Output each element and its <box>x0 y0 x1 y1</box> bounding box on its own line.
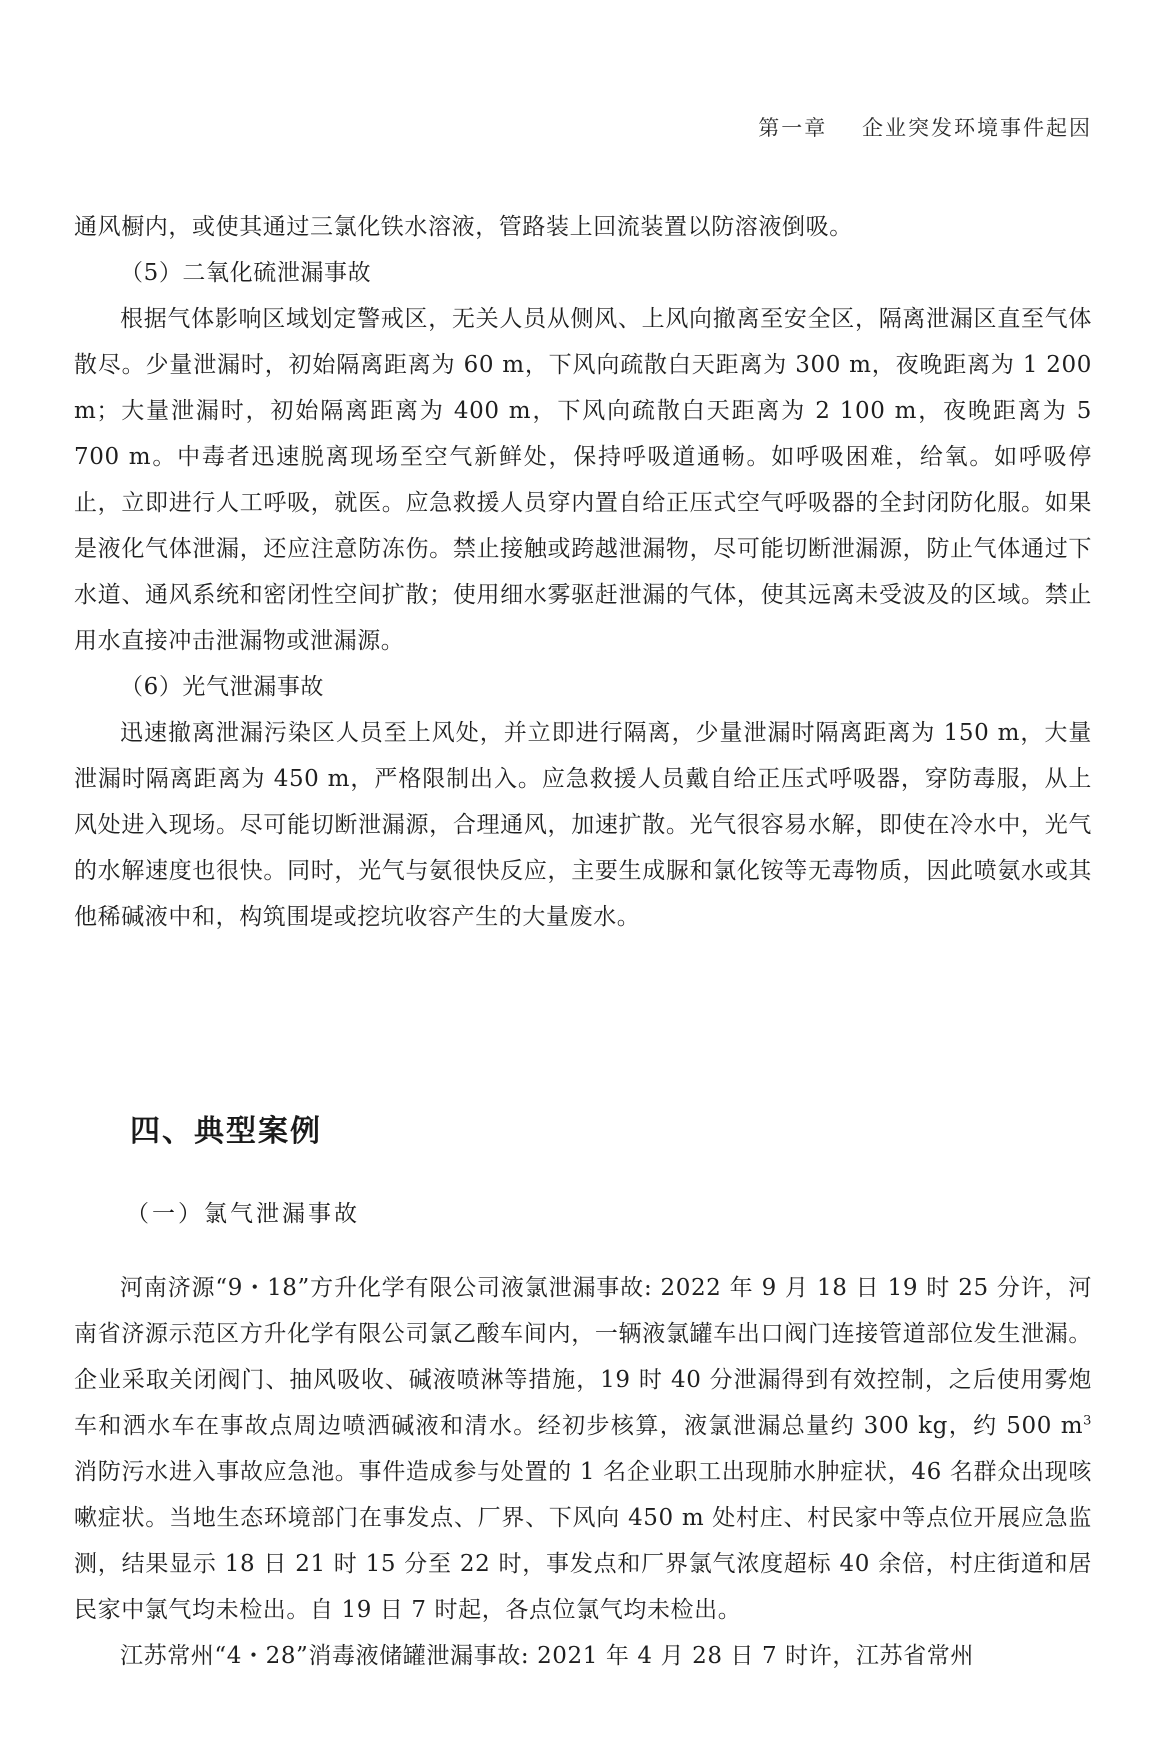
item6-title: （6）光气泄漏事故 <box>120 674 325 700</box>
case1-superscript: 3 <box>1083 1413 1092 1429</box>
section-heading: 四、典型案例 <box>130 1114 322 1149</box>
item6-paragraph: 迅速撤离泄漏污染区人员至上风处，并立即进行隔离，少量泄漏时隔离距离为 150 m，大量泄漏时隔离距离为 450 m，严格限制出入。应急救援人员戴自给正压式呼吸器，穿防毒服，从上风处进入现场。尽可能切断泄漏源，合理通风，加速扩散。光气很容易水解，即使在冷水中，光气的水解速度也很快。同时，光气与氨很快反应，主要生成脲和氯化铵等无毒物质，因此喷氨水或其他稀碱液中和，构筑围堤或挖坑收容产生的大量废水。 <box>74 720 1092 930</box>
continuation-paragraph: 通风橱内，或使其通过三氯化铁水溶液，管路装上回流装置以防溶液倒吸。 <box>74 214 853 240</box>
running-head: 第一章 企业突发环境事件起因 <box>758 116 1092 140</box>
item5-title: （5）二氧化硫泄漏事故 <box>120 260 372 286</box>
item5-paragraph: 根据气体影响区域划定警戒区，无关人员从侧风、上风向撤离至安全区，隔离泄漏区直至气体散尽。少量泄漏时，初始隔离距离为 60 m，下风向疏散白天距离为 300 m，夜晚距离为 1 200 m；大量泄漏时，初始隔离距离为 400 m，下风向疏散白天距离为 2 100 m，夜晚距离为 5 700 m。中毒者迅速脱离现场至空气新鲜处，保持呼吸道通畅。如呼吸困难，给氧。如呼吸停止，立即进行人工呼吸，就医。应急救援人员穿内置自给正压式空气呼吸器的全封闭防化服。如果是液化气体泄漏，还应注意防冻伤。禁止接触或跨越泄漏物，尽可能切断泄漏源，防止气体通过下水道、通风系统和密闭性空间扩散；使用细水雾驱赶泄漏的气体，使其远离未受波及的区域。禁止用水直接冲击泄漏物或泄漏源。 <box>74 306 1092 654</box>
body-cases <box>74 1265 1092 1679</box>
subsection-heading: （一）氯气泄漏事故 <box>126 1201 360 1227</box>
case1-paragraph <box>74 1265 1092 1633</box>
body-top <box>74 204 1092 940</box>
case2-paragraph: 江苏常州“4・28”消毒液储罐泄漏事故: 2021 年 4 月 28 日 7 时许，江苏省常州 <box>120 1643 974 1669</box>
case1-text-a: 河南济源“9・18”方升化学有限公司液氯泄漏事故: 2022 年 9 月 18 日 19 时 25 分许，河南省济源示范区方升化学有限公司氯乙酸车间内，一辆液氯罐车出口阀门连接管道部位发生泄漏。企业采取关闭阀门、抽风吸收、碱液喷淋等措施，19 时 40 分泄漏得到有效控制，之后使用雾炮车和洒水车在事故点周边喷洒碱液和清水。经初步核算，液氯泄漏总量约 300 kg，约 500 m <box>74 1275 1092 1439</box>
case1-text-b: 消防污水进入事故应急池。事件造成参与处置的 1 名企业职工出现肺水肿症状，46 名群众出现咳嗽症状。当地生态环境部门在事发点、厂界、下风向 450 m 处村庄、村民家中等点位开展应急监测，结果显示 18 日 21 时 15 分至 22 时，事发点和厂界氯气浓度超标 40 余倍，村庄街道和居民家中氯气均未检出。自 19 日 7 时起，各点位氯气均未检出。 <box>74 1459 1092 1623</box>
